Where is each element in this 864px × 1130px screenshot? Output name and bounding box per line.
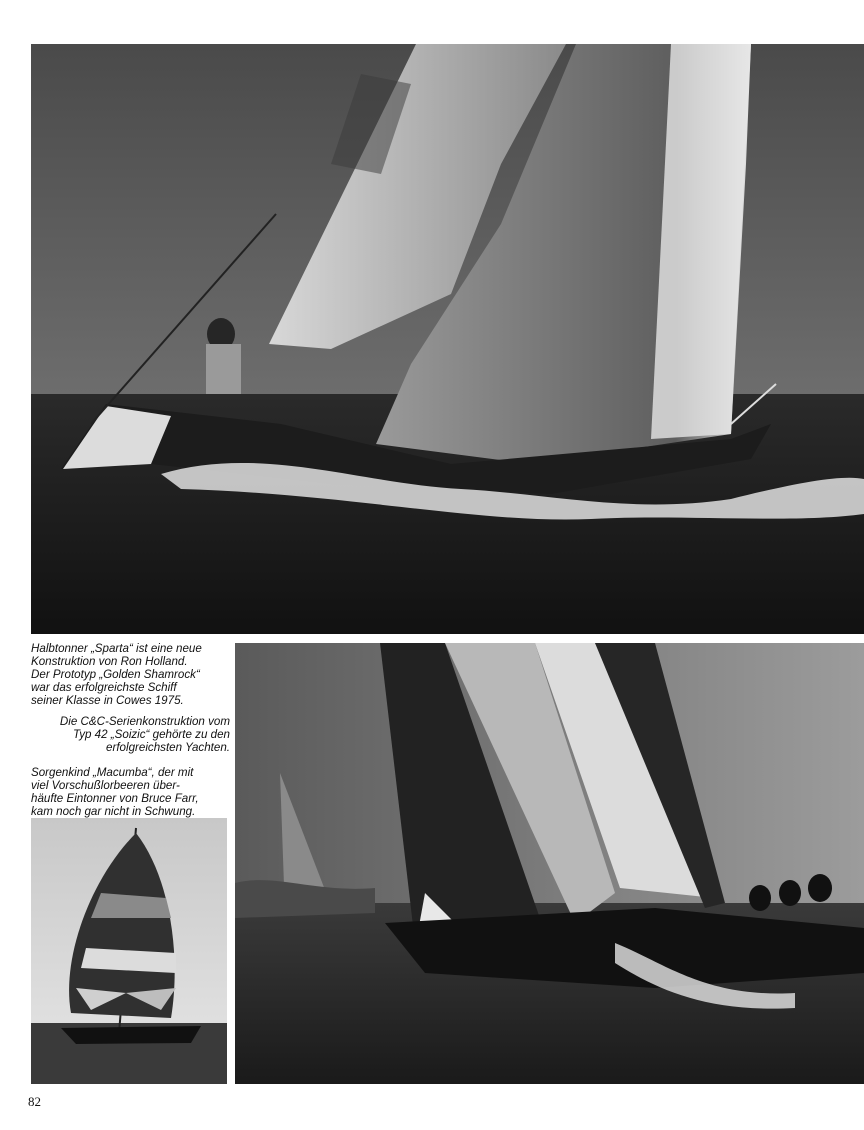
soizic-photo-graphic xyxy=(235,643,864,1084)
photo-macumba-yacht xyxy=(31,818,227,1084)
caption-macumba: Sorgenkind „Macumba“, der mit viel Vorschußlorbeeren über- häufte Eintonner von Bruce Farr, kam noch gar nicht in Schwung. xyxy=(31,766,199,818)
caption-sparta: Halbtonner „Sparta“ ist eine neue Konstruktion von Ron Holland. Der Prototyp „Golden Shamrock“ war das erfolgreichste Schiff seiner Klasse in Cowes 1975. xyxy=(31,642,202,707)
photo-sparta-yacht xyxy=(31,44,864,634)
caption-soizic: Die C&C-Serienkonstruktion vom Typ 42 „Soizic“ gehörte zu den erfolgreichsten Yachten. xyxy=(59,715,230,754)
photo-soizic-yacht xyxy=(235,643,864,1084)
sparta-photo-graphic xyxy=(31,44,864,634)
page-number: 82 xyxy=(28,1094,41,1109)
macumba-photo-graphic xyxy=(31,818,227,1084)
